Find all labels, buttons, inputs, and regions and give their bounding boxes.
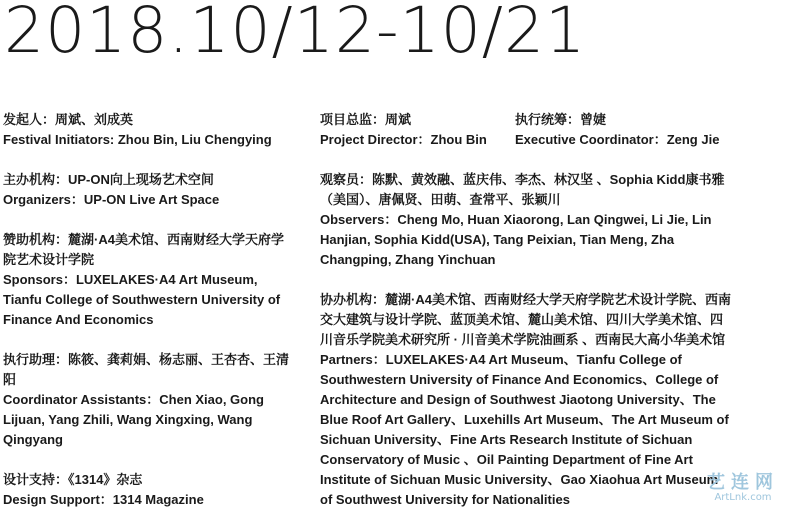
coordinator-cn: 执行统筹：曾婕 <box>515 112 607 127</box>
sponsors-cn: 赞助机构：麓湖·A4美术馆、西南财经大学天府学院艺术设计学院 <box>3 232 284 267</box>
design-cn: 设计支持：《1314》杂志 <box>3 472 143 487</box>
director-en: Project Director：Zhou Bin <box>320 132 487 147</box>
assistants-en: Coordinator Assistants：Chen Xiao, Gong Lijuan, Yang Zhili, Wang Xingxing, Wang Qingyang <box>3 392 264 447</box>
assistants-cn: 执行助理：陈筱、龚莉娟、杨志丽、王杏杏、王清阳 <box>3 352 290 387</box>
partners-en: Partners：LUXELAKES·A4 Art Museum、Tianfu College of Southwestern University of Finance And Economics、College of Architecture and Design of Southwest Jiaotong University、The Blue Roof Art Gallery、Luxehills Art Museum、The Art Museum of Sichuan University、Fine Arts Research Institute of Sichuan Conservatory of Music 、Oil Painting Department of Fine Art Institute of Sichuan Music University、Gao Xiaohua Art Museum of Southwest University for Nationalities <box>320 352 729 507</box>
initiators-en: Festival Initiators: Zhou Bin, Liu Chengying <box>3 132 272 147</box>
sponsors-en: Sponsors：LUXELAKES·A4 Art Museum, Tianfu College of Southwestern University of Finance And Economics <box>3 272 281 327</box>
left-column <box>3 110 295 530</box>
partners-cn: 协办机构：麓湖·A4美术馆、西南财经大学天府学院艺术设计学院、西南交大建筑与设计学院、蓝顶美术馆、麓山美术馆、四川大学美术馆、四川音乐学院美术研究所 · 川音美术学院油画系 、西南民大高小华美术馆 <box>320 292 731 347</box>
design-en: Design Support：1314 Magazine <box>3 492 204 507</box>
design-block <box>3 470 295 510</box>
coordinator-en: Executive Coordinator：Zeng Jie <box>515 132 720 147</box>
initiators-cn: 发起人：周斌、刘成英 <box>3 112 134 127</box>
middle-column <box>320 110 732 530</box>
director-cn: 项目总监：周斌 <box>320 112 412 127</box>
partners-block <box>320 290 732 510</box>
organizers-cn: 主办机构：UP-ON向上现场艺术空间 <box>3 172 214 187</box>
watermark-mark: 艺连网 <box>707 472 779 493</box>
sponsors-block <box>3 230 295 330</box>
right-column <box>515 110 755 150</box>
watermark-url: ArtLnk.com <box>714 492 772 503</box>
watermark-logo <box>700 468 786 503</box>
observers-en: Observers：Cheng Mo, Huan Xiaorong, Lan Qingwei, Li Jie, Lin Hanjian, Sophia Kidd(USA), Tang Peixian, Tian Meng, Zha Changping, Zhang Yinchuan <box>320 212 712 267</box>
organizers-en: Organizers：UP-ON Live Art Space <box>3 192 220 207</box>
organizers-block <box>3 170 295 210</box>
assistants-block <box>3 350 295 450</box>
date-range: 2018.10/12-10/21 <box>4 0 587 67</box>
initiators-block <box>3 110 295 150</box>
observers-block <box>320 170 732 270</box>
observers-cn: 观察员：陈默、黄效融、蓝庆伟、李杰、林汉坚 、Sophia Kidd康书雅（美国）、唐佩贤、田萌、查常平、张颖川 <box>320 172 725 207</box>
